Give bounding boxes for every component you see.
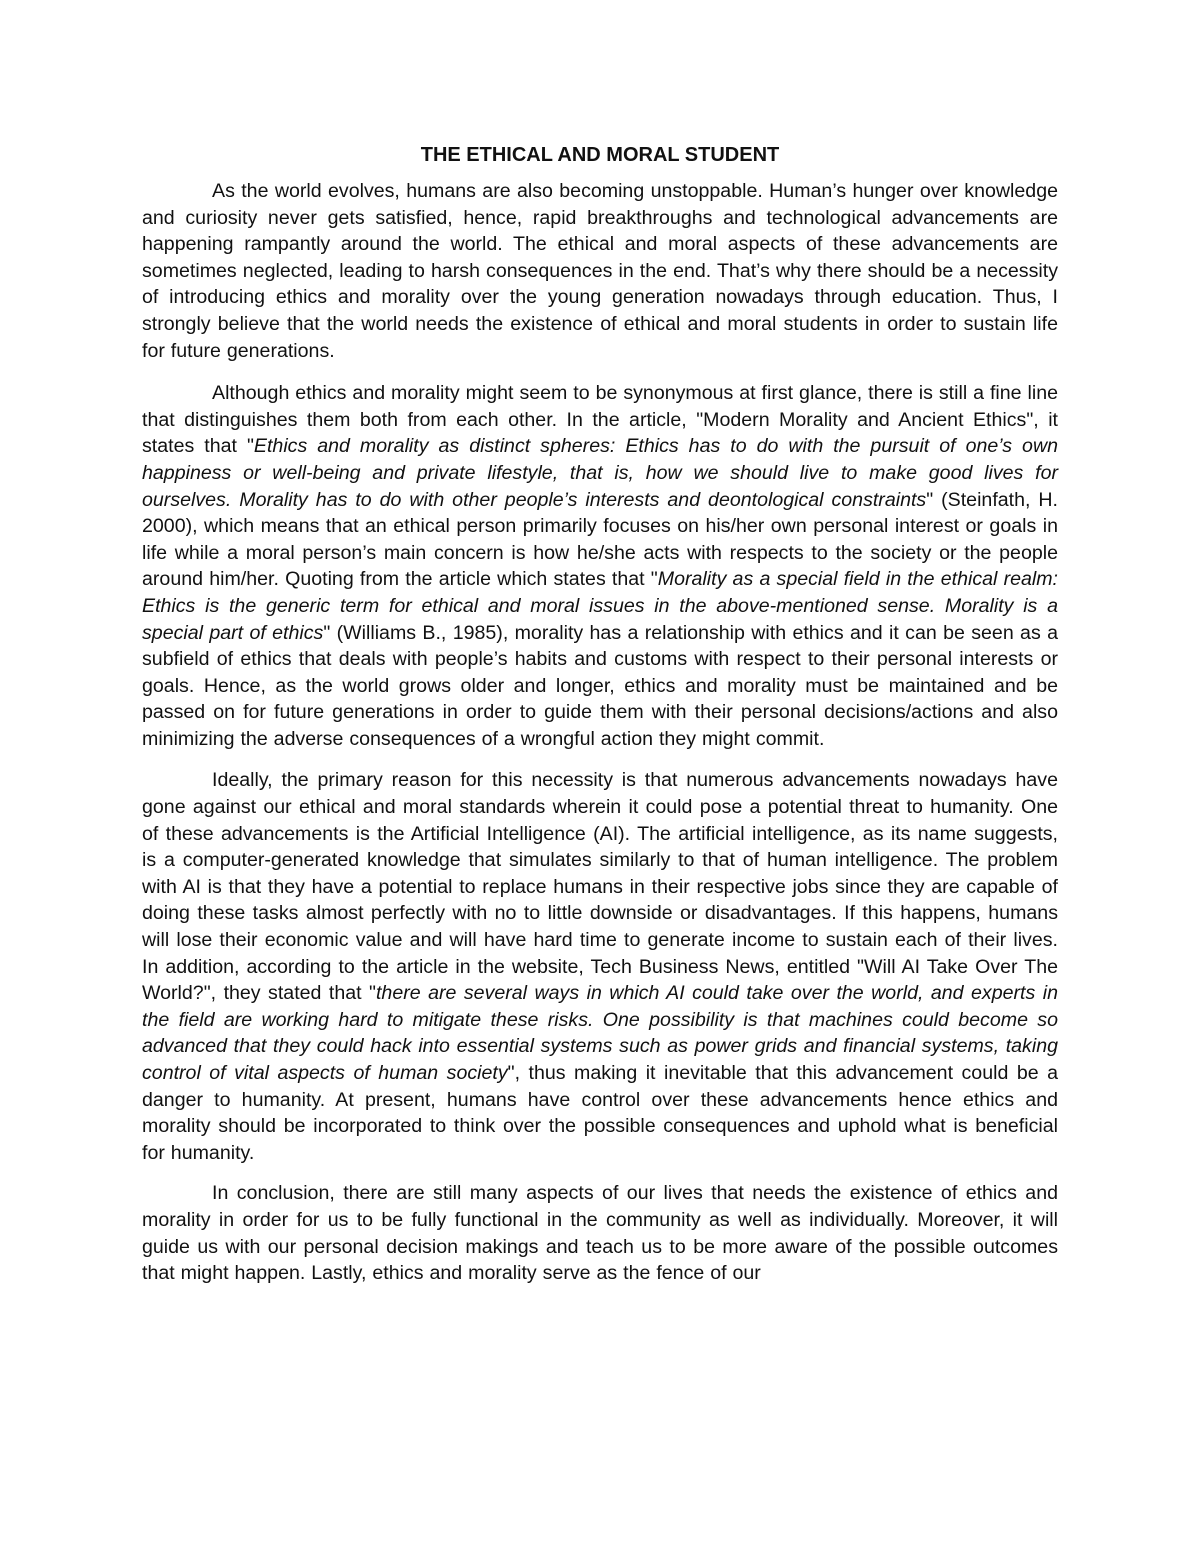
paragraph-text: " (Steinfath, H. 2000), which means that an ethical person primarily focuses on his/her own personal interest or goals in life while a moral person’s main concern is how he/she acts with respects to the society or the people around him/her. Quoting from the article which states that ": [142, 488, 1058, 591]
quotation-text: there are several ways in which AI could take over the world, and experts in the field are working hard to mitigate these risks. One possibility is that machines could become so advanced that they could hack into essential systems such as power grids and financial systems, taking control of vital aspects of human society: [142, 982, 1058, 1084]
paragraph-text: ", thus making it inevitable that this advancement could be a danger to humanity. At present, humans have control over these advancements hence ethics and morality should be incorporated to think over the possible consequences and uphold what is beneficial for humanity.: [142, 1062, 1058, 1164]
quotation-text: Morality as a special field in the ethical realm: Ethics is the generic term for ethical and moral issues in the above-mentioned sense. Morality is a special part of ethics: [142, 568, 1059, 644]
paragraph-artificial-intelligence: [142, 767, 1058, 1166]
quotation-text: Ethics and morality as distinct spheres: Ethics has to do with the pursuit of one’s own happiness or well-being and private lifestyle, that is, how we should live to make good lives for ourselves. Morality has to do with other people’s interests and deontological constraints: [142, 435, 1058, 511]
paragraph-introduction: [142, 178, 1058, 364]
paragraph-ethics-vs-morality: [142, 380, 1058, 752]
paragraph-conclusion: [142, 1180, 1058, 1286]
paragraph-text: Ideally, the primary reason for this necessity is that numerous advancements nowadays have gone against our ethical and moral standards wherein it could pose a potential threat to humanity. One of these advancements is the Artificial Intelligence (AI). The artificial intelligence, as its name suggests, is a computer-generated knowledge that simulates similarly to that of human intelligence. The problem with AI is that they have a potential to replace humans in their respective jobs since they are capable of doing these tasks almost perfectly with no to little downside or disadvantages. If this happens, humans will lose their economic value and will have hard time to generate income to sustain each of their lives. In addition, according to the article in the website, Tech Business News, entitled "Will AI Take Over The World?", they stated that ": [142, 769, 1058, 1005]
paragraph-text: " (Williams B., 1985), morality has a relationship with ethics and it can be seen as a subfield of ethics that deals with people’s habits and customs with respect to their personal interests or goals. Hence, as the world grows older and longer, ethics and morality must be maintained and be passed on for future generations in order to guide them with their personal decisions/actions and also minimizing the adverse consequences of a wrongful action they might commit.: [142, 621, 1058, 750]
paragraph-text: In conclusion, there are still many aspects of our lives that needs the existence of ethics and morality in order for us to be fully functional in the community as well as individually. Moreover, it will guide us with our personal decision makings and teach us to be more aware of the possible outcomes that might happen. Lastly, ethics and morality serve as the fence of our: [142, 1182, 1058, 1285]
paragraph-text: Although ethics and morality might seem to be synonymous at first glance, there is still a fine line that distinguishes them both from each other. In the article, "Modern Morality and Ancient Ethics", it states that ": [142, 382, 1058, 458]
paragraph-text: As the world evolves, humans are also becoming unstoppable. Human’s hunger over knowledge and curiosity never gets satisfied, hence, rapid breakthroughs and technological advancements are happening rampantly around the world. The ethical and moral aspects of these advancements are sometimes neglected, leading to harsh consequences in the end. That’s why there should be a necessity of introducing ethics and morality over the young generation nowadays through education. Thus, I strongly believe that the world needs the existence of ethical and moral students in order to sustain life for future generations.: [142, 180, 1058, 362]
document-page: [142, 142, 1058, 1303]
document-title: THE ETHICAL AND MORAL STUDENT: [420, 144, 780, 166]
